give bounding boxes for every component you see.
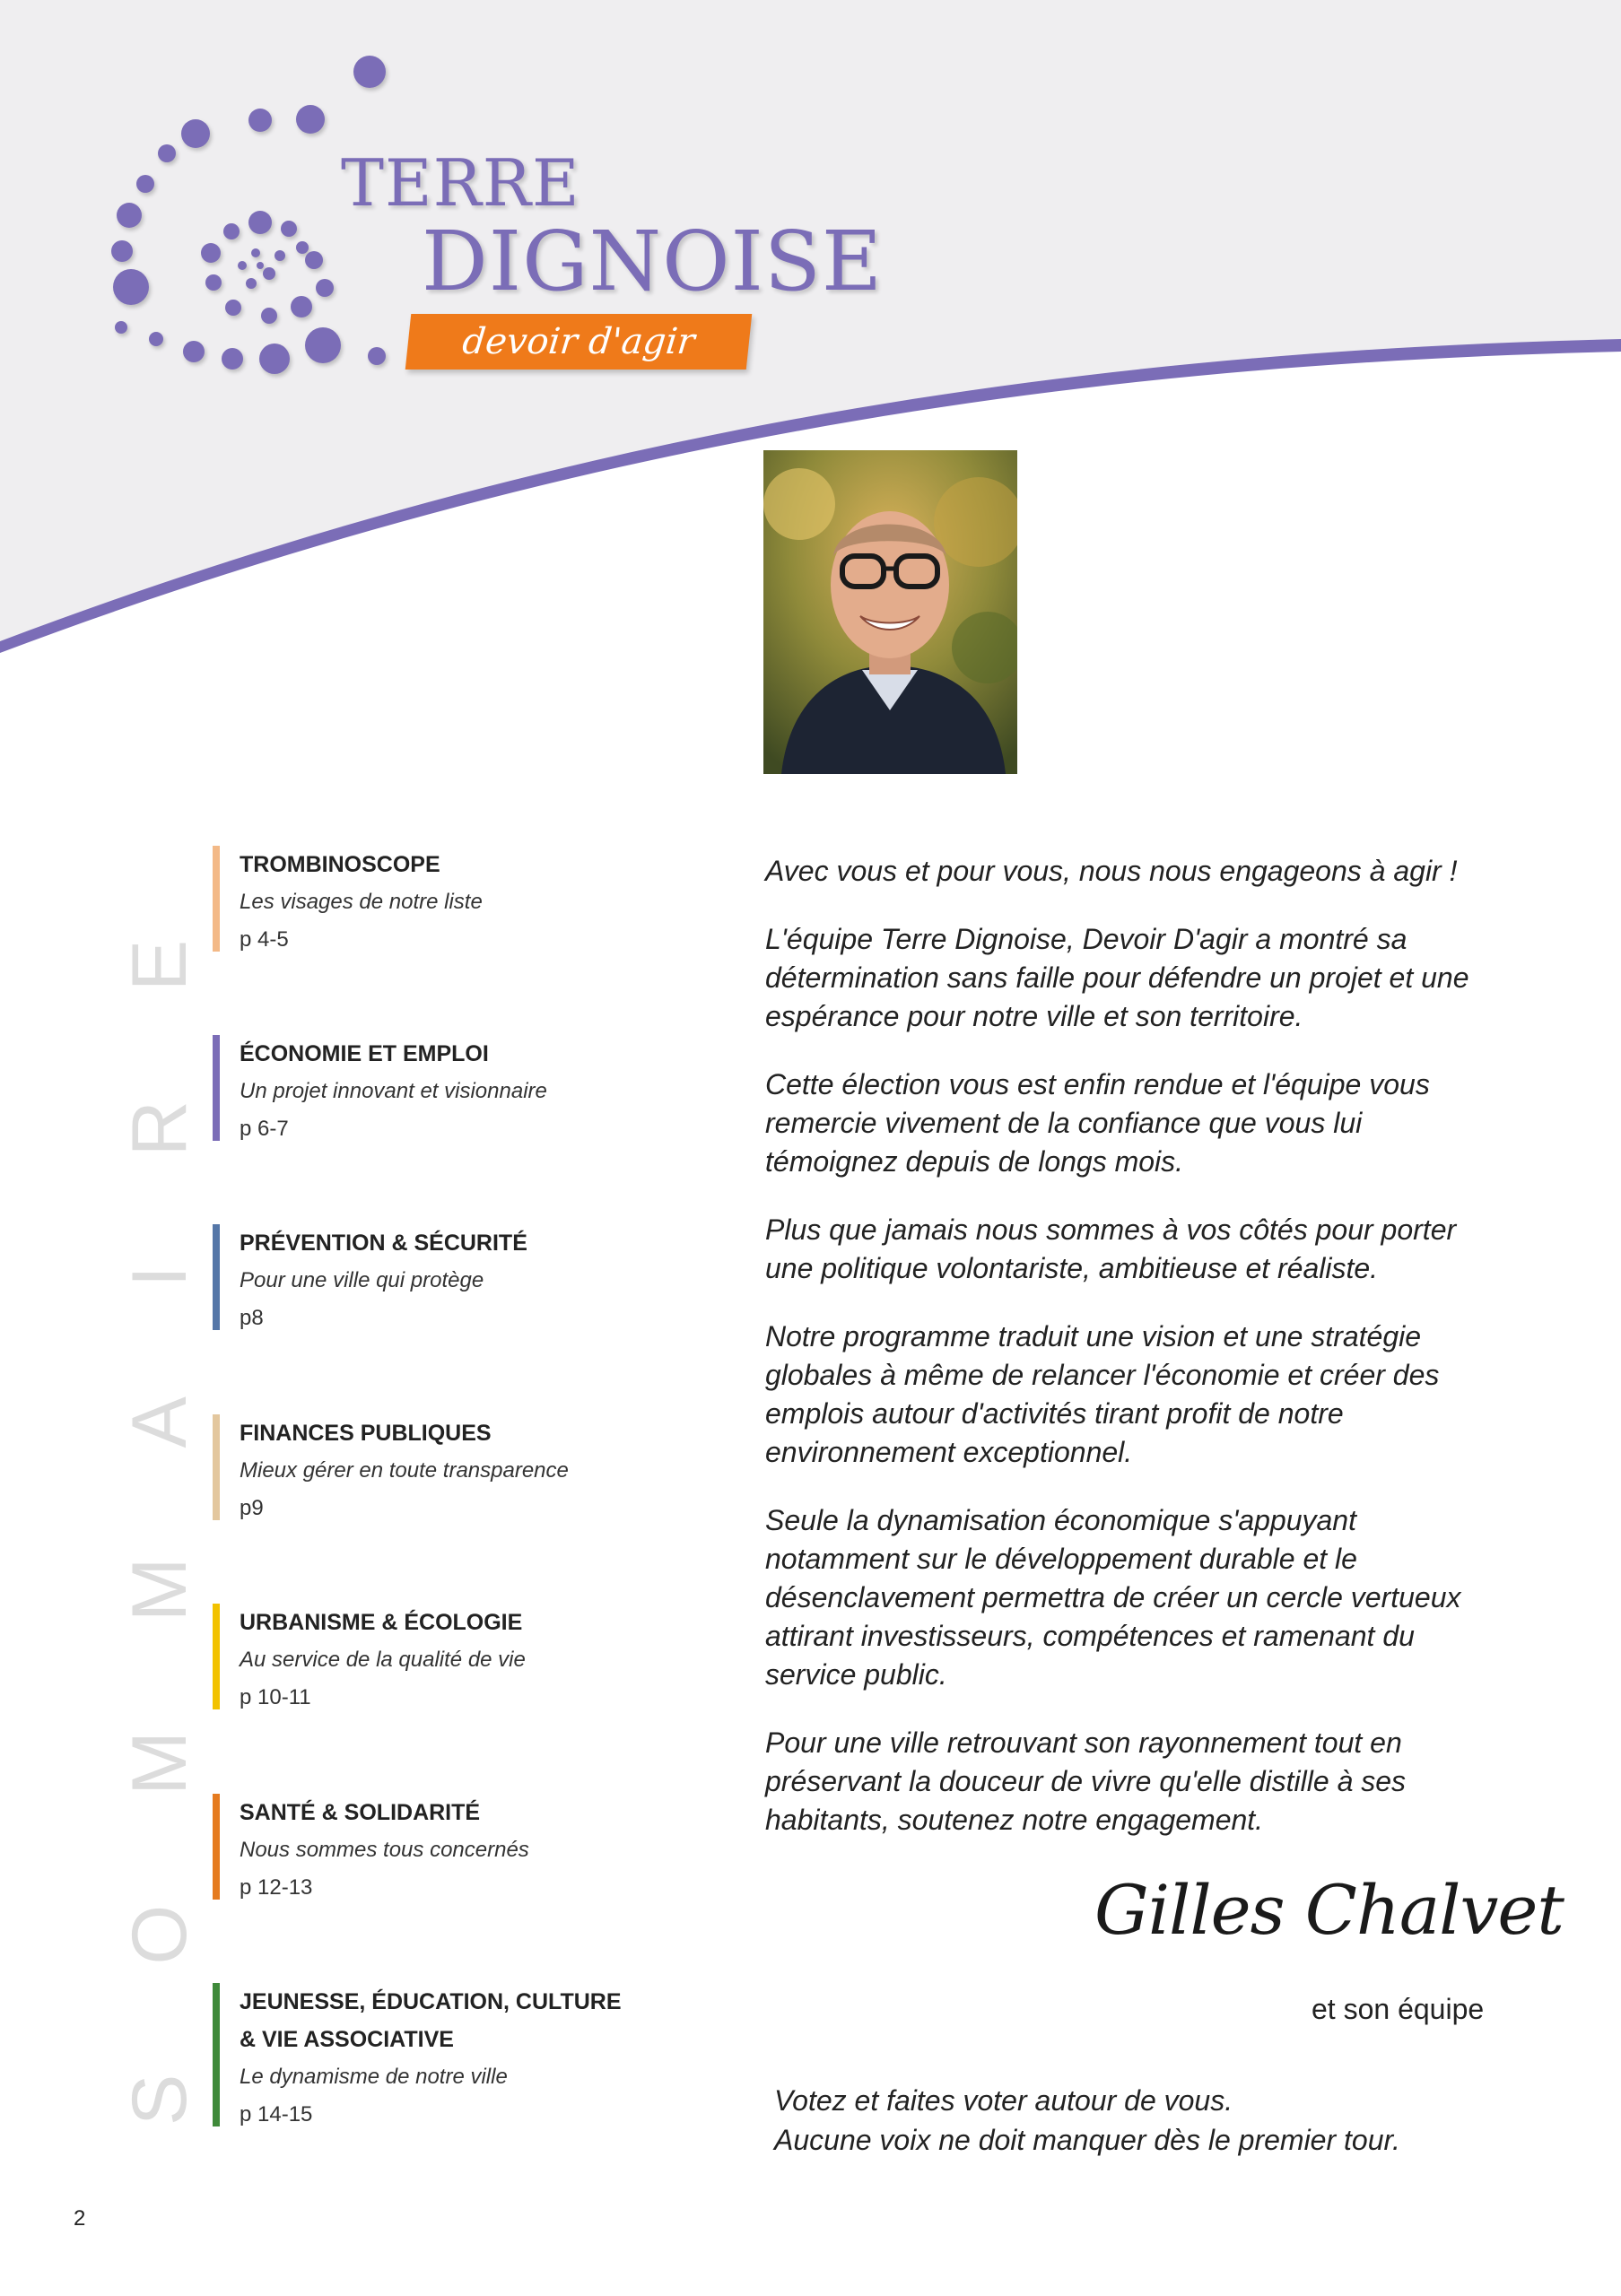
letter-paragraph: Avec vous et pour vous, nous nous engageons à agir !	[765, 855, 1458, 887]
toc-item-sante[interactable]	[213, 1794, 625, 1901]
editorial-letter	[765, 852, 1501, 1869]
toc-color-bar	[213, 1035, 220, 1141]
sommaire-vertical-label: SOMMAIRE	[117, 830, 203, 2126]
page-number: 2	[74, 2206, 86, 2231]
letter-paragraph: Cette élection vous est enfin rendue et l'équipe vous remercie vivement de la confiance que vous lui témoignez depuis de longs mois.	[765, 1068, 1430, 1178]
logo-title-line1: TERRE	[341, 145, 580, 221]
letter-paragraph: Notre programme traduit une vision et une stratégie globales à même de relancer l'économie et créer des emplois autour d'activités tirant profit de notre environnement exceptionnel.	[765, 1320, 1440, 1468]
toc-item-trombinoscope[interactable]	[213, 846, 625, 953]
toc-item-urbanisme[interactable]	[213, 1604, 625, 1711]
logo-tagline: devoir d'agir	[405, 314, 753, 370]
toc-title: JEUNESSE, ÉDUCATION, CULTURE	[240, 1989, 622, 2014]
toc-title: TROMBINOSCOPE	[240, 852, 440, 877]
toc-color-bar	[213, 1604, 220, 1709]
toc-page: p 12-13	[240, 1875, 313, 1900]
toc-title: FINANCES PUBLIQUES	[240, 1421, 492, 1446]
toc-title: PRÉVENTION & SÉCURITÉ	[240, 1231, 527, 1256]
signature-team: et son équipe	[1312, 1993, 1485, 2025]
toc-title: ÉCONOMIE ET EMPLOI	[240, 1041, 489, 1066]
toc-color-bar	[213, 1414, 220, 1520]
closing-line: Aucune voix ne doit manquer dès le premier tour.	[774, 2124, 1400, 2156]
toc-color-bar	[213, 1794, 220, 1900]
toc-subtitle: Au service de la qualité de vie	[240, 1648, 526, 1672]
closing-message	[774, 2081, 1400, 2160]
toc-title: SANTÉ & SOLIDARITÉ	[240, 1800, 481, 1825]
letter-paragraph: Seule la dynamisation économique s'appuyant notamment sur le développement durable et le désenclavement permettra de créer un cercle vertueux attirant investisseurs, compétences et ramenant du service public.	[765, 1504, 1461, 1691]
toc-subtitle: Un projet innovant et visionnaire	[240, 1079, 547, 1103]
toc-page: p8	[240, 1306, 264, 1330]
toc-subtitle: Nous sommes tous concernés	[240, 1838, 529, 1862]
toc-item-finances[interactable]	[213, 1414, 625, 1522]
letter-paragraph: Plus que jamais nous sommes à vos côtés pour porter une politique volontariste, ambitieuse et réaliste.	[765, 1213, 1457, 1284]
toc-item-prevention[interactable]	[213, 1224, 625, 1332]
portrait-photo-icon	[763, 450, 1017, 774]
letter-paragraph: Pour une ville retrouvant son rayonnement tout en préservant la douceur de vivre qu'elle distille à ses habitants, soutenez notre engagement.	[765, 1726, 1407, 1836]
toc-subtitle: Les visages de notre liste	[240, 890, 483, 914]
toc-item-economie[interactable]	[213, 1035, 625, 1143]
toc-page: p 10-11	[240, 1685, 311, 1709]
toc-page: p 14-15	[240, 2102, 313, 2126]
closing-line: Votez et faites voter autour de vous.	[774, 2084, 1233, 2117]
toc-item-jeunesse[interactable]	[213, 1983, 625, 2131]
toc-subtitle: Pour une ville qui protège	[240, 1268, 484, 1292]
letter-paragraph: L'équipe Terre Dignoise, Devoir D'agir a montré sa détermination sans faille pour défendre un projet et une espérance pour notre ville et son territoire.	[765, 923, 1469, 1032]
toc-title: URBANISME & ÉCOLOGIE	[240, 1610, 523, 1635]
toc-subtitle: Mieux gérer en toute transparence	[240, 1458, 569, 1483]
toc-color-bar	[213, 1983, 220, 2126]
candidate-portrait	[763, 450, 1017, 774]
logo-title-line2: DIGNOISE	[422, 213, 884, 309]
logo	[99, 45, 884, 386]
toc-page: p 6-7	[240, 1117, 289, 1141]
toc-color-bar	[213, 1224, 220, 1330]
toc-page: p 4-5	[240, 927, 289, 952]
handwritten-signature: Gilles Chalvet	[1094, 1870, 1564, 1950]
toc-page: p9	[240, 1496, 264, 1520]
toc-subtitle: Le dynamisme de notre ville	[240, 2065, 508, 2089]
toc-title-line2: & VIE ASSOCIATIVE	[240, 2027, 454, 2052]
toc-color-bar	[213, 846, 220, 952]
